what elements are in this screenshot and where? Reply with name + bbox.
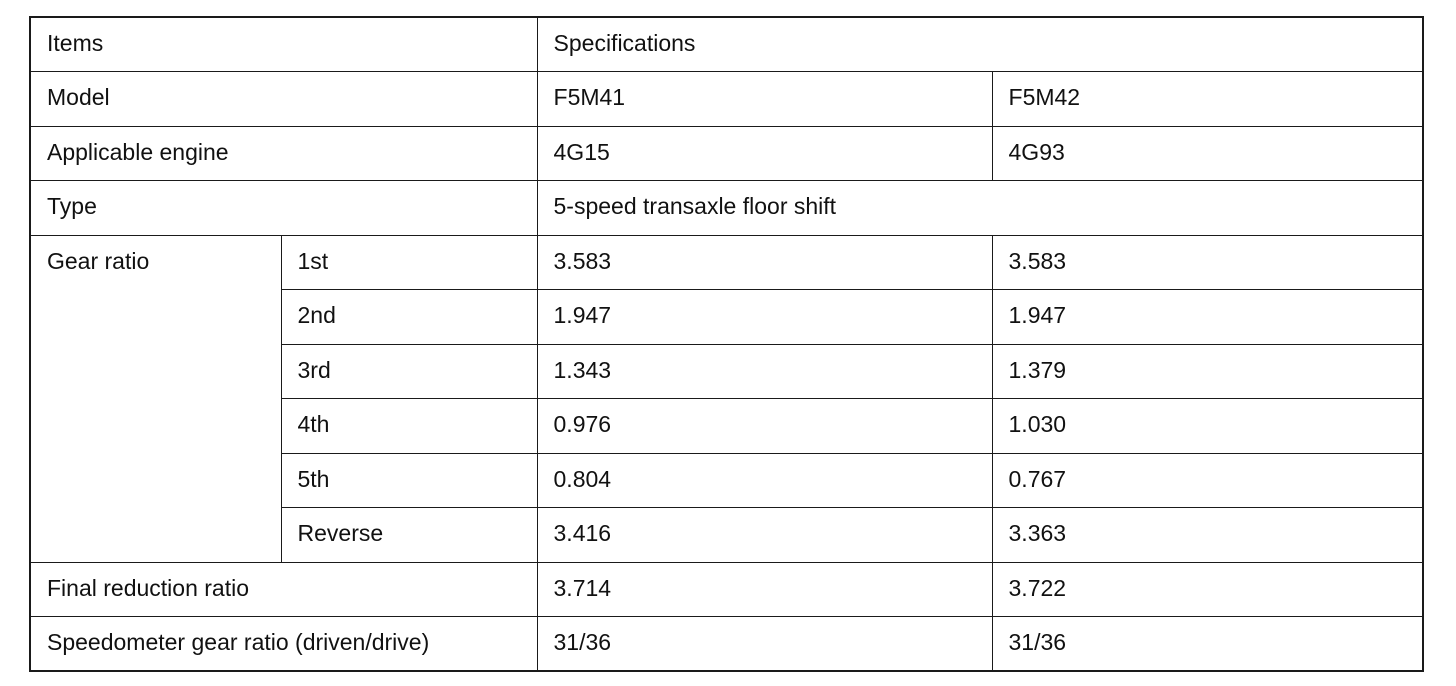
gear-ratio-f5m41: 0.976 (537, 399, 992, 454)
applicable-engine-f5m42: 4G93 (992, 126, 1423, 181)
items-header: Items (30, 17, 537, 72)
model-label: Model (30, 72, 537, 127)
gear-ratio-f5m41: 3.583 (537, 235, 992, 290)
final-reduction-ratio-row (30, 562, 1423, 617)
type-label: Type (30, 181, 537, 236)
applicable-engine-f5m41: 4G15 (537, 126, 992, 181)
gear-ratio-f5m41: 0.804 (537, 453, 992, 508)
gear-name: 5th (281, 453, 537, 508)
specifications-table (29, 16, 1424, 672)
gear-ratio-f5m41: 1.343 (537, 344, 992, 399)
applicable-engine-label: Applicable engine (30, 126, 537, 181)
gear-ratio-row (30, 235, 1423, 290)
gear-ratio-f5m42: 3.583 (992, 235, 1423, 290)
gear-ratio-f5m42: 3.363 (992, 508, 1423, 563)
final-reduction-ratio-f5m42: 3.722 (992, 562, 1423, 617)
model-f5m42: F5M42 (992, 72, 1423, 127)
gear-name: Reverse (281, 508, 537, 563)
gear-ratio-f5m42: 1.947 (992, 290, 1423, 345)
speedometer-gear-ratio-label: Speedometer gear ratio (driven/drive) (30, 617, 537, 672)
gear-ratio-label: Gear ratio (30, 235, 281, 562)
table-header-row (30, 17, 1423, 72)
type-value: 5-speed transaxle floor shift (537, 181, 1423, 236)
gear-ratio-f5m41: 1.947 (537, 290, 992, 345)
gear-ratio-f5m41: 3.416 (537, 508, 992, 563)
gear-name: 1st (281, 235, 537, 290)
final-reduction-ratio-label: Final reduction ratio (30, 562, 537, 617)
gear-name: 3rd (281, 344, 537, 399)
speedometer-gear-ratio-f5m41: 31/36 (537, 617, 992, 672)
gear-name: 2nd (281, 290, 537, 345)
gear-ratio-f5m42: 1.379 (992, 344, 1423, 399)
type-row (30, 181, 1423, 236)
gear-ratio-f5m42: 0.767 (992, 453, 1423, 508)
gear-ratio-f5m42: 1.030 (992, 399, 1423, 454)
model-f5m41: F5M41 (537, 72, 992, 127)
applicable-engine-row (30, 126, 1423, 181)
speedometer-gear-ratio-f5m42: 31/36 (992, 617, 1423, 672)
speedometer-gear-ratio-row (30, 617, 1423, 672)
specifications-header: Specifications (537, 17, 1423, 72)
gear-name: 4th (281, 399, 537, 454)
final-reduction-ratio-f5m41: 3.714 (537, 562, 992, 617)
model-row (30, 72, 1423, 127)
